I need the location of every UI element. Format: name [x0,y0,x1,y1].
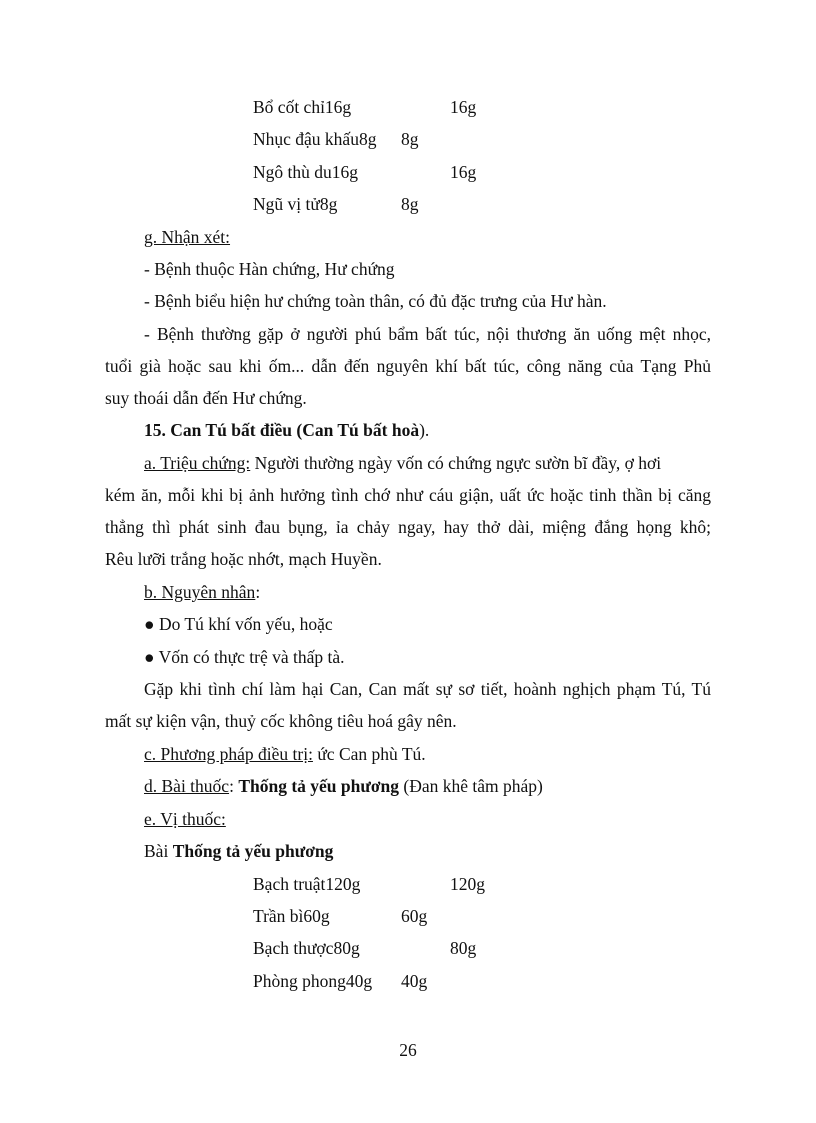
herb-name: Bạch truật120g [253,874,361,894]
section-g-heading: g. Nhận xét: [144,227,231,247]
symptoms-line: kém ăn, mỗi khi bị ảnh hưởng tình chớ như cáu giận, uất ức hoặc tinh thần bị căng [105,485,711,505]
bullet-icon: ● [144,647,155,667]
symptoms-line: thẳng thì phát sinh đau bụng, ỉa chảy ngay, hay thở dài, miệng đắng họng khô; [105,517,711,537]
cause-paragraph-line: Gặp khi tình chí làm hại Can, Can mất sự sơ tiết, hoành nghịch phạm Tú, Tú [144,679,711,699]
section-15-suffix: ). [419,420,430,440]
herb-name: Ngô thù du16g [253,162,358,182]
section-a-label: a. Triệu chứng: [144,453,251,473]
cause-paragraph-line: mất sự kiện vận, thuỷ cốc không tiêu hoá gây nên. [105,711,457,731]
remark-line: tuổi già hoặc sau khi ốm... dẫn đến nguyên khí bất túc, công năng của Tạng Phủ [105,356,711,376]
formula-prefix: Bài [144,841,173,861]
herb-dose: 80g [450,938,477,958]
symptoms-first-line [144,452,661,474]
formula-title-name: Thống tả yếu phương [172,841,334,861]
bullet-icon: ● [144,614,155,634]
bullet-text: Vốn có thực trệ và thấp tà. [158,647,345,667]
herb-name: Nhục đậu khấu8g [253,129,377,149]
symptoms-line: Rêu lưỡi trắng hoặc nhớt, mạch Huyền. [105,549,382,569]
herb-dose: 8g [401,129,419,149]
herb-dose: 8g [401,194,419,214]
bullet-item [144,646,345,668]
herb-name: Phòng phong40g [253,971,373,991]
page-number: 26 [399,1040,417,1060]
herb-dose: 16g [450,97,477,117]
herb-name: Ngũ vị tử8g [253,194,338,214]
section-b-colon: : [255,582,261,602]
section-b-label: b. Nguyên nhân [144,582,256,602]
herb-dose: 60g [401,906,428,926]
herb-name: Bạch thược80g [253,938,360,958]
remark-line: suy thoái dẫn đến Hư chứng. [105,388,307,408]
formula-source: (Đan khê tâm pháp) [399,776,543,796]
remark-line: - Bệnh thuộc Hàn chứng, Hư chứng [144,259,395,279]
herb-dose: 40g [401,971,428,991]
herb-name: Bổ cốt chỉ16g [253,97,352,117]
symptoms-text: Người thường ngày vốn có chứng ngực sườn bĩ đầy, ợ hơi [250,453,662,473]
section-e-heading: e. Vị thuốc: [144,809,226,829]
remark-line: - Bệnh thường gặp ở người phú bẩm bất túc, nội thương ăn uống mệt nhọc, [144,324,711,344]
formula-title [144,840,333,862]
section-b-heading [144,581,260,603]
section-d-colon: : [229,776,239,796]
remark-line: - Bệnh biểu hiện hư chứng toàn thân, có đủ đặc trưng của Hư hàn. [144,291,607,311]
section-15-heading [144,419,429,441]
section-15-title: 15. Can Tú bất điều (Can Tú bất hoà [144,420,420,440]
section-c [144,743,426,765]
section-c-text: ức Can phù Tú. [312,744,426,764]
section-d-label: d. Bài thuốc [144,776,230,796]
bullet-item [144,613,333,635]
formula-name: Thống tả yếu phương [238,776,400,796]
bullet-text: Do Tú khí vốn yếu, hoặc [158,614,333,634]
herb-dose: 120g [450,874,485,894]
section-d [144,775,543,797]
section-c-label: c. Phương pháp điều trị: [144,744,313,764]
herb-dose: 16g [450,162,477,182]
herb-name: Trần bì60g [253,906,330,926]
